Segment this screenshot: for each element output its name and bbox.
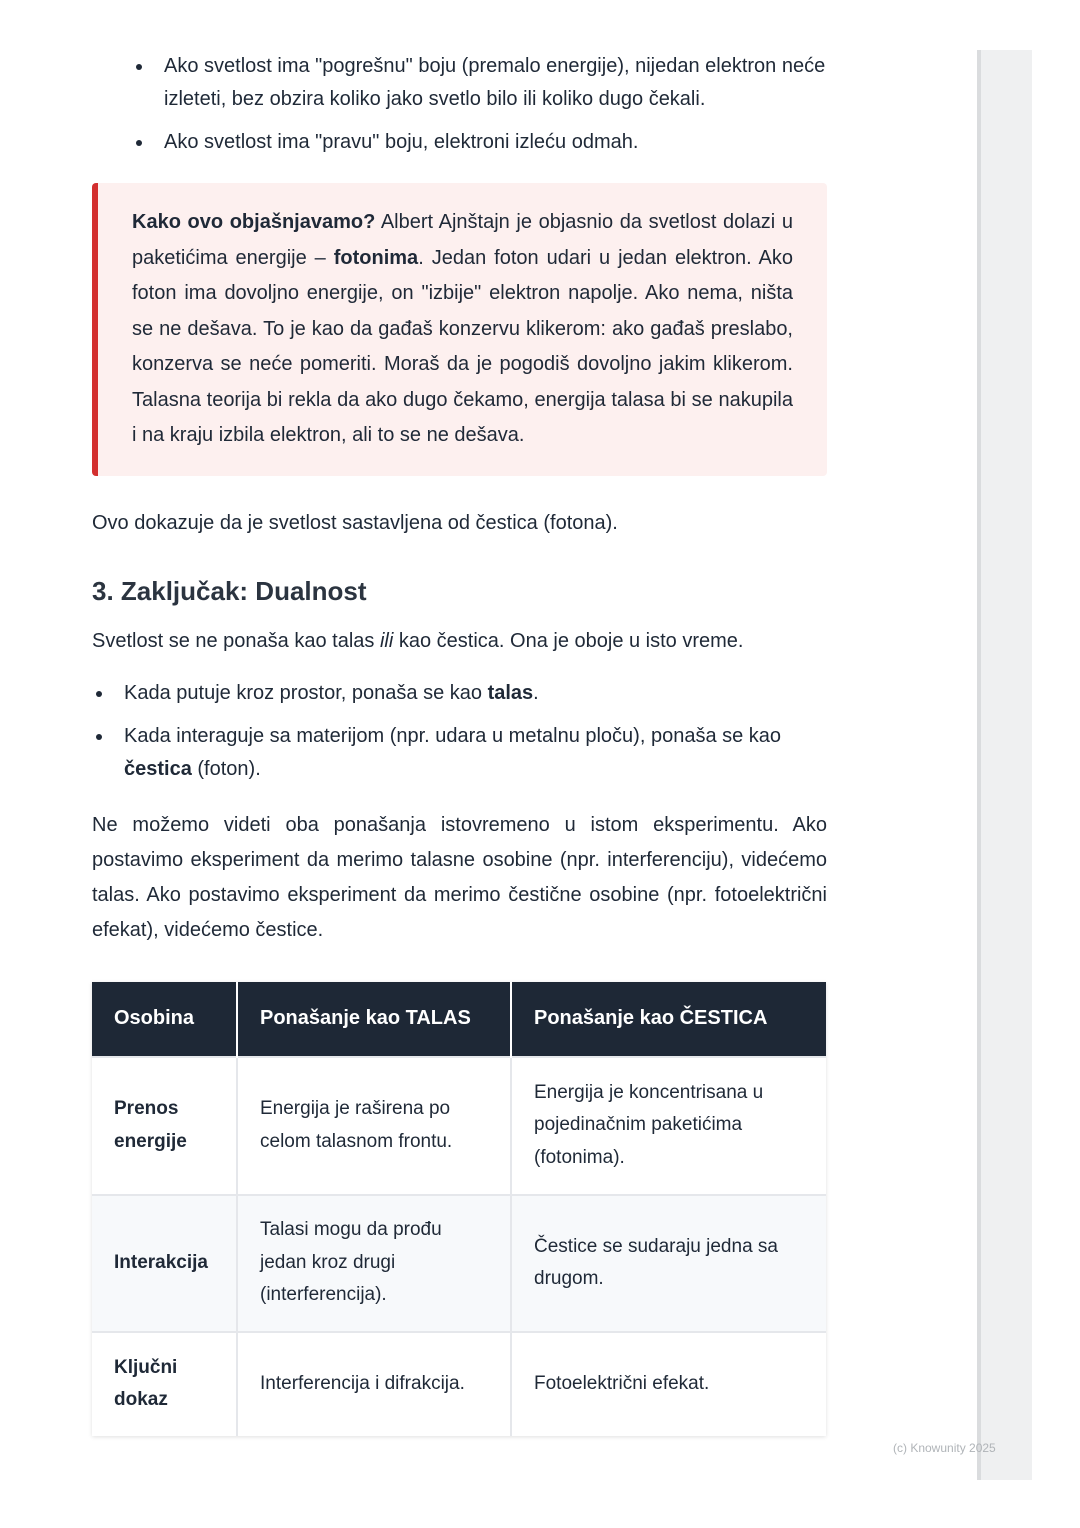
list-item bbox=[132, 126, 827, 159]
list-item-before: Kada putuje kroz prostor, ponaša se kao bbox=[124, 681, 488, 704]
duality-paragraph: Ne možemo videti oba ponašanja istovremeno u istom eksperimentu. Ako postavimo eksperiment da merimo talasne osobine (npr. interferenciju), videćemo talas. Ako postavimo eksperiment da merimo čestične osobine (npr. fotoelektrični efekat), videćemo čestice. bbox=[92, 813, 827, 941]
table-cell-wave: Talasi mogu da prođu jedan kroz drugi (interferencija). bbox=[237, 1195, 511, 1332]
table-cell-property: Ključni dokaz bbox=[92, 1332, 237, 1436]
table-cell-property: Interakcija bbox=[92, 1195, 237, 1332]
list-item-after: (foton). bbox=[191, 757, 261, 780]
list-item-text: Ako svetlost ima "pogrešnu" boju (premalo energije), nijedan elektron neće izleteti, bez obzira koliko jako svetlo bilo ili koliko dugo čekali. bbox=[164, 55, 826, 110]
table-header-particle: Ponašanje kao ČESTICA bbox=[511, 982, 826, 1057]
watermark: (c) Knowunity 2025 bbox=[893, 1441, 996, 1455]
section-intro-italic: ili bbox=[379, 629, 394, 652]
table-cell-particle: Čestice se sudaraju jedna sa drugom. bbox=[511, 1195, 826, 1332]
explanation-callout bbox=[92, 183, 827, 476]
table-header-wave: Ponašanje kao TALAS bbox=[237, 982, 511, 1057]
callout-text-2: . Jedan foton udari u jedan elektron. Ako foton ima dovoljno energije, on "izbije" elektron napolje. Ako nema, ništa se ne dešava. To je kao da gađaš konzervu klikerom: ako gađaš preslabo, konzerva se neće pomeriti. Moraš da je pogodiš dovoljno jakim klikerom. Talasna teorija bi rekla da ako dugo čekamo, energija talasa bi se nakupila i na kraju izbila elektron, ali to se ne dešava. bbox=[132, 246, 793, 446]
callout-bold-word: fotonima bbox=[333, 246, 419, 269]
list-item-bold: čestica bbox=[124, 757, 192, 780]
table-row bbox=[92, 1195, 826, 1332]
table-header-row bbox=[92, 982, 826, 1057]
list-item bbox=[92, 720, 827, 786]
section-heading: 3. Zaključak: Dualnost bbox=[92, 575, 367, 606]
table-cell-property: Prenos energije bbox=[92, 1057, 237, 1195]
section-intro-after: kao čestica. Ona je oboje u isto vreme. bbox=[393, 629, 744, 652]
duality-bullet-list bbox=[92, 677, 827, 786]
table-header-property: Osobina bbox=[92, 982, 237, 1057]
table-cell-particle: Fotoelektrični efekat. bbox=[511, 1332, 826, 1436]
table-row bbox=[92, 1332, 826, 1436]
list-item-text: Ako svetlost ima "pravu" boju, elektroni izleću odmah. bbox=[164, 131, 639, 153]
list-item bbox=[132, 50, 827, 116]
document-content bbox=[92, 50, 827, 1436]
list-item bbox=[92, 677, 827, 710]
list-item-bold: talas bbox=[487, 681, 534, 704]
list-item-before: Kada interaguje sa materijom (npr. udara u metalnu ploču), ponaša se kao bbox=[124, 724, 782, 747]
table-cell-wave: Energija je raširena po celom talasnom frontu. bbox=[237, 1057, 511, 1195]
callout-lead: Kako ovo objašnjavamo? bbox=[132, 211, 376, 233]
section-intro bbox=[92, 624, 827, 659]
callout-text-1: Albert Ajnštajn je objasnio da svetlost dolazi u paketićima energije – bbox=[132, 211, 794, 269]
intro-bullet-list bbox=[132, 50, 827, 159]
page-side-strip bbox=[977, 50, 1032, 1480]
table-row bbox=[92, 1057, 826, 1195]
list-item-after: . bbox=[533, 681, 539, 704]
section-intro-before: Svetlost se ne ponaša kao talas bbox=[92, 629, 380, 652]
table-cell-particle: Energija je koncentrisana u pojedinačnim paketićima (fotonima). bbox=[511, 1057, 826, 1195]
table-cell-wave: Interferencija i difrakcija. bbox=[237, 1332, 511, 1436]
conclusion-line: Ovo dokazuje da je svetlost sastavljena od čestica (fotona). bbox=[92, 511, 618, 534]
comparison-table bbox=[92, 982, 826, 1436]
